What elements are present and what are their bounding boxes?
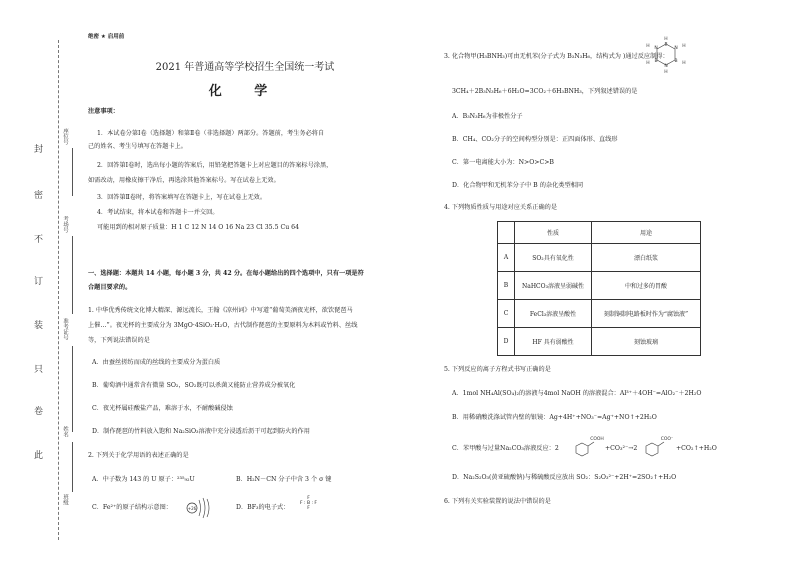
name-label: 姓名: [62, 426, 68, 437]
svg-text:B: B: [664, 42, 668, 48]
q5-option-a: A．1mol NH₄Al(SO₄)₂的溶液与4mol NaOH 的溶液混合：Al³⁺＋4OH⁻=AlO₂⁻＋2H₂O: [452, 390, 702, 397]
margin-char-7: 卷: [34, 407, 44, 417]
q3-stem: 3. 化合物甲(H₃BNH₃)可由无机苯(分子式为 B₃N₃H₆，结构式为 )通过反应制得：: [444, 53, 669, 60]
notes-heading: 注意事项：: [88, 108, 119, 115]
benzoic-acid-icon: [570, 434, 604, 458]
seat-number-label: 座位号: [62, 128, 68, 145]
q6-stem: 6. 下列有关实验装置的说法中错误的是: [444, 498, 551, 505]
table-cell: D: [498, 328, 515, 356]
svg-text:H: H: [682, 61, 686, 66]
svg-text:H: H: [664, 37, 668, 42]
class-label: 班级: [62, 494, 68, 505]
note-line-3: 2．回答第Ⅰ卷时，选出每小题的答案后，用铅笔把答题卡上对应题目的答案标号涂黑，: [97, 162, 333, 169]
bf3-top: F: [307, 496, 310, 501]
table-cell: HF 具有弱酸性: [515, 328, 592, 356]
q2-option-b: B．H₂N－CN 分子中含 3 个 σ 键: [236, 476, 332, 483]
svg-text:B: B: [674, 59, 678, 64]
q5-stem: 5. 下列反应的离子方程式书写正确的是: [444, 366, 551, 373]
coo-label: COO⁻: [660, 437, 674, 442]
q5-option-c-mid: +CO₃²⁻→2: [605, 445, 638, 452]
table-cell: B: [498, 272, 515, 300]
binding-dashed-line: [58, 40, 59, 540]
room-number-label: 考场号: [62, 216, 68, 233]
section1-heading-2: 合题目要求的。: [88, 284, 132, 291]
bf3-lewis-structure: [300, 496, 317, 511]
q1-stem-1: 1. 中华优秀传统文化博大精深、源远流长，王翰《凉州词》中写道“葡萄美酒夜光杯，欲饮琵琶马: [88, 307, 353, 314]
q3-option-d: D．化合物甲和无机苯分子中 B 的杂化类型相同: [452, 182, 584, 189]
svg-text:H: H: [646, 44, 650, 49]
margin-char-3: 不: [34, 235, 44, 245]
fe-atom-diagram-icon: [184, 494, 212, 522]
q3-option-c: C．第一电离能大小为：N>O>C>B: [452, 159, 554, 166]
exam-id-label: 准考证号: [62, 318, 68, 340]
cooh-label: COOH: [590, 437, 604, 442]
q2-option-d: D．BF₃的电子式：: [236, 504, 290, 511]
svg-text:N: N: [674, 46, 678, 51]
table-row: [498, 300, 701, 328]
margin-char-8: 此: [34, 451, 44, 461]
note-line-2: 己的姓名、考生号填写在答题卡上。: [88, 143, 187, 150]
table-cell: FeCl₃溶液呈酸性: [515, 300, 592, 328]
exam-title: 2021 年普通高等学校招生全国统一考试: [155, 62, 335, 73]
q1-option-d: D．制作琵琶的竹料放入饱和 Na₂SiO₃溶液中充分浸透后沥干可起到防火的作用: [92, 428, 310, 435]
q3-equation: 3CH₄＋2B₃N₃H₆＋6H₂O=3CO₂＋6H₃BNH₃，下列叙述错误的是: [452, 88, 638, 95]
note-line-6: 4．考试结束，将本试卷和答题卡一并交回。: [97, 209, 219, 216]
table-header-cell: [498, 222, 515, 244]
q2-option-a: A．中子数为 143 的 U 原子：²³⁵₉₂U: [92, 476, 195, 483]
section1-heading: 一、选择题：本题共 14 小题，每小题 3 分，共 42 分。在每小题给出的四个选项中，只有一项是符: [88, 270, 364, 277]
table-header-cell: 用途: [592, 222, 701, 244]
table-cell: 漂白纸浆: [592, 244, 701, 272]
table-header-row: [498, 222, 701, 244]
margin-char-4: 订: [34, 277, 44, 287]
table-cell: A: [498, 244, 515, 272]
seat-number-line: [72, 148, 73, 196]
svg-text:B: B: [654, 59, 658, 64]
q5-option-c: C．苯甲酸与过量Na₂CO₃溶液反应：2: [452, 445, 559, 452]
table-row: [498, 328, 701, 356]
table-cell: SO₂具有氧化性: [515, 244, 592, 272]
table-header-cell: 性质: [515, 222, 592, 244]
bf3-bot: F: [307, 506, 310, 511]
note-line-1: 1．本试卷分第Ⅰ卷（选择题）和第Ⅱ卷（非选择题）两部分。答题前，考生务必将自: [97, 130, 325, 137]
table-cell: 中和过多的胃酸: [592, 272, 701, 300]
q3-option-a: A．B₃N₃H₆为非极性分子: [452, 113, 523, 120]
svg-text:N: N: [664, 64, 668, 69]
q1-stem-2: 上催…”。夜光杯的主要成分为 3MgO·4SiO₂·H₂O，古代制作琵琶的主要原料为木料或竹料、丝线: [88, 322, 358, 329]
bf3-mid: F : B : F: [300, 501, 318, 506]
table-cell: 刻蚀玻璃: [592, 328, 701, 356]
table-cell: NaHCO₃溶液呈弱碱性: [515, 272, 592, 300]
margin-char-2: 密: [34, 191, 44, 201]
table-row: [498, 272, 701, 300]
q4-stem: 4. 下列物质性质与用途对应关系正确的是: [444, 204, 558, 211]
q2-stem: 2. 下列关于化学用语的表述正确的是: [88, 452, 189, 459]
svg-text:H: H: [664, 70, 668, 75]
room-number-line: [72, 236, 73, 314]
table-cell: 刻制铜制电路板时作为“腐蚀液”: [592, 300, 701, 328]
q1-option-c: C．夜光杯属硅酸盐产品，难溶于水，不耐酸碱侵蚀: [92, 405, 233, 412]
svg-text:H: H: [646, 61, 650, 66]
borazine-structure-icon: [644, 36, 688, 76]
margin-char-1: 封: [34, 145, 44, 155]
q5-option-d: D．Na₂S₂O₃(黄亚硫酸钠)与稀硫酸反应放出 SO₂：S₂O₃²⁻+2H⁺=2SO₂↑+H₂O: [452, 474, 677, 481]
atomic-masses: 可能用到的相对原子质量：H 1 C 12 N 14 O 16 Na 23 Cl 35.5 Cu 64: [97, 224, 300, 231]
q2-option-c: C．Fe²⁺的原子结构示意图：: [92, 504, 172, 511]
benzoate-icon: [640, 434, 674, 458]
fe-nucleus-label: +26: [187, 506, 197, 511]
q1-option-a: A．由蚕丝搓纺而成的丝线的主要成分为蛋白质: [92, 359, 221, 366]
margin-char-6: 只: [34, 365, 44, 375]
svg-text:N: N: [654, 46, 658, 51]
secret-label: 绝密 ★ 启用前: [88, 34, 125, 40]
exam-id-line: [72, 346, 73, 432]
q4-property-use-table: [497, 221, 701, 356]
note-line-4: 如需改动，用橡皮擦干净后，再选涂其他答案标号。写在试卷上无效。: [88, 177, 280, 184]
table-cell: C: [498, 300, 515, 328]
svg-text:H: H: [682, 44, 686, 49]
q1-option-b: B．葡萄酒中通常含有微量 SO₂，SO₂既可以杀菌又能防止营养成分被氧化: [92, 382, 296, 389]
q5-option-b: B．用稀硝酸洗涤试管内壁的银镜：Ag+4H⁺+NO₃⁻=Ag⁺+NO↑+2H₂O: [452, 414, 657, 421]
q5-option-c-end: +CO₂↑+H₂O: [676, 445, 717, 452]
table-row: [498, 244, 701, 272]
margin-char-5: 装: [34, 321, 44, 331]
note-line-5: 3．回答第Ⅱ卷时，将答案填写在答题卡上，写在试卷上无效。: [97, 194, 267, 201]
subject-title: 化 学: [208, 84, 282, 99]
name-line: [72, 442, 73, 492]
q3-option-b: B．CH₄、CO₂分子的空间构型分别是：正四面体形、直线形: [452, 136, 618, 143]
q1-stem-3: 等，下列说法错误的是: [88, 337, 150, 344]
